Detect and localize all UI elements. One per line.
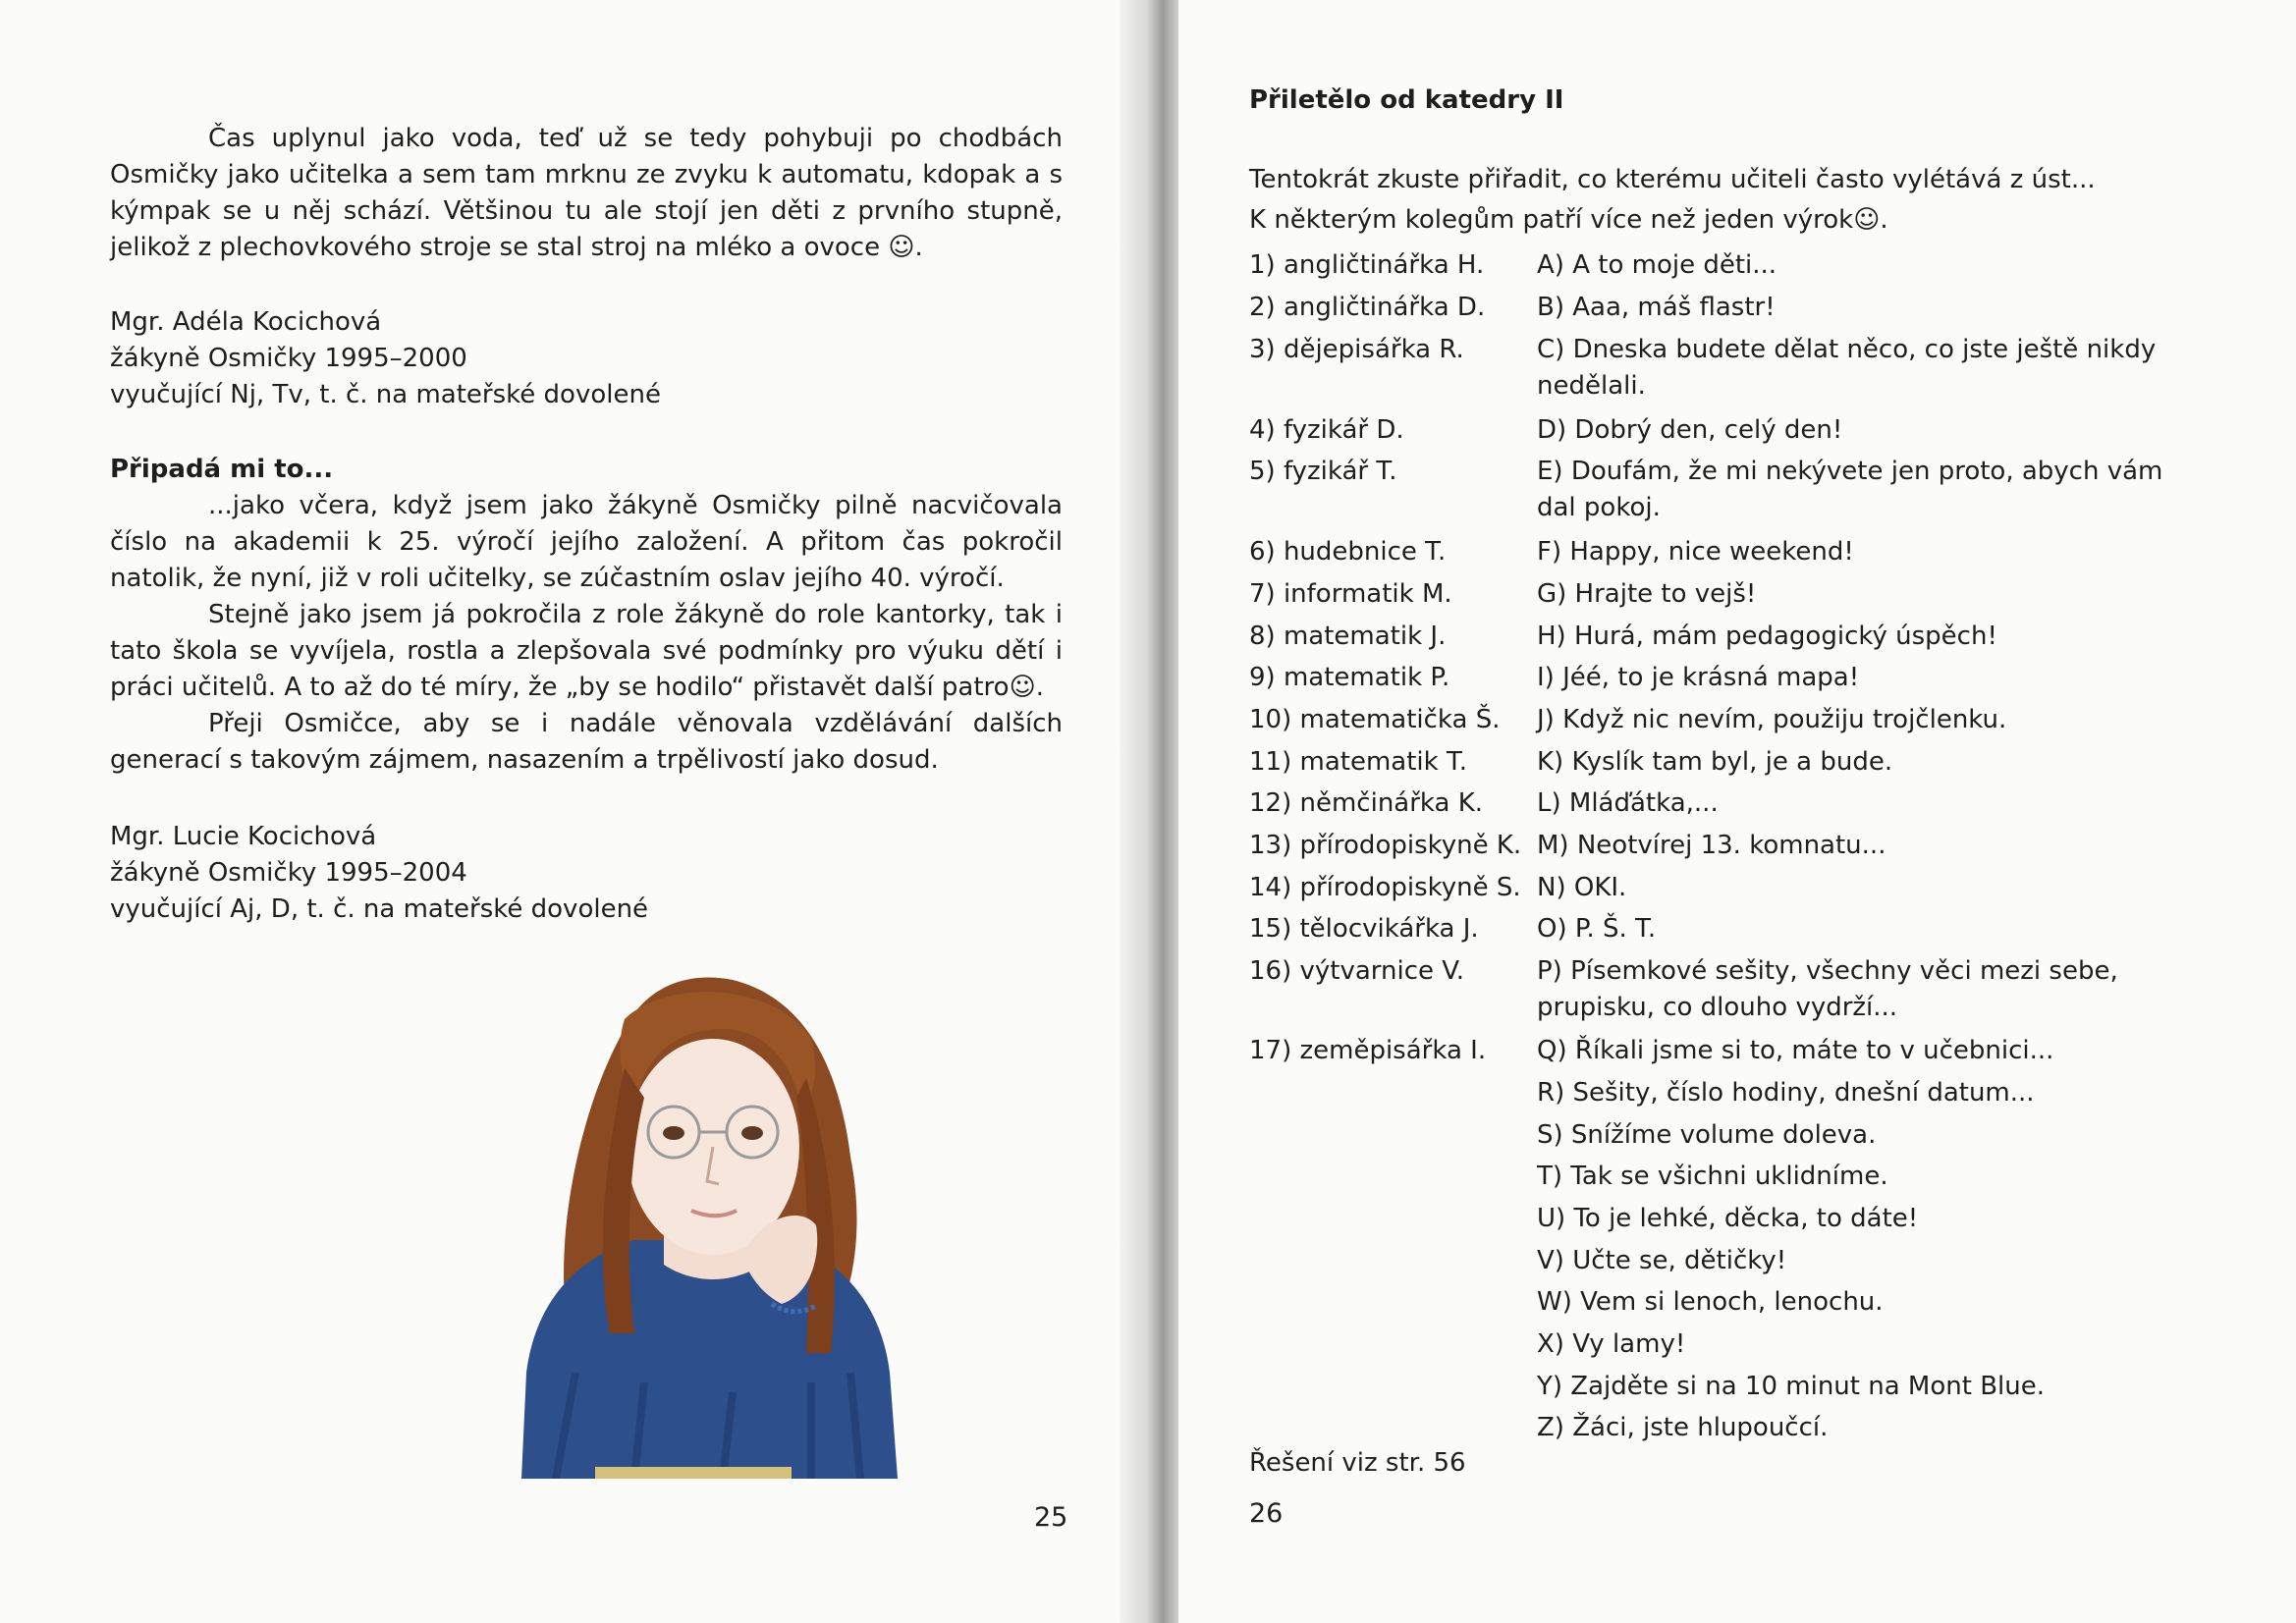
teacher-item: 7) informatik M. [1249, 579, 1452, 609]
quote-item: J) Když nic nevím, použiju trojčlenku. [1537, 705, 2007, 734]
quote-item: D) Dobrý den, celý den! [1537, 415, 1843, 445]
portrait-illustration [517, 960, 905, 1479]
teacher-item: 17) zeměpisářka I. [1249, 1036, 1487, 1065]
teacher-item: 5) fyzikář T. [1249, 457, 1397, 486]
signature-position: vyučující Nj, Tv, t. č. na mateřské dovolené [110, 380, 661, 409]
solution-note: Řešení viz str. 56 [1249, 1448, 1466, 1478]
teacher-item: 6) hudebnice T. [1249, 537, 1447, 567]
quote-item: Y) Zajděte si na 10 minut na Mont Blue. [1537, 1372, 2045, 1401]
teacher-item: 2) angličtinářka D. [1249, 293, 1486, 322]
teacher-item: 4) fyzikář D. [1249, 415, 1404, 445]
teacher-item: 3) dějepisářka R. [1249, 335, 1464, 364]
teacher-item: 15) tělocvikářka J. [1249, 914, 1479, 944]
quote-item: F) Happy, nice weekend! [1537, 537, 1854, 567]
body-paragraph: Stejně jako jsem já pokročila z role žákyně do role kantorky, tak i tato škola se vyvíjela, rostla a zlepšovala své podmínky pro výuku dětí i práci učitelů. A to až do té míry, že „by se hodilo“ přistavět další patro☺. [110, 600, 1063, 702]
section-heading: Připadá mi to... [110, 455, 334, 484]
quote-item: L) Mláďátka,... [1537, 788, 1719, 818]
quote-item: E) Doufám, že mi nekývete jen proto, abych vám dal pokoj. [1537, 457, 2163, 522]
quote-item: M) Neotvírej 13. komnatu... [1537, 831, 1886, 860]
quote-item: R) Sešity, číslo hodiny, dnešní datum... [1537, 1078, 2035, 1108]
quote-item: U) To je lehké, děcka, to dáte! [1537, 1204, 1919, 1233]
body-paragraph: Přeji Osmičce, aby se i nadále věnovala vzdělávání dalších generací s takovým zájmem, nasazením a trpělivostí jako dosud. [110, 709, 1063, 775]
teacher-item: 11) matematik T. [1249, 747, 1468, 777]
teacher-item: 10) matematička Š. [1249, 705, 1501, 734]
quote-item: N) OKI. [1537, 873, 1627, 902]
quote-item: P) Písemkové sešity, všechny věci mezi sebe, prupisku, co dlouho vydrží... [1537, 956, 2118, 1022]
teacher-item: 16) výtvarnice V. [1249, 956, 1464, 986]
signature-position: vyučující Aj, D, t. č. na mateřské dovolené [110, 894, 649, 924]
teacher-item: 14) přírodopiskyně S. [1249, 873, 1521, 902]
teacher-item: 13) přírodopiskyně K. [1249, 831, 1522, 860]
page-number: 25 [1034, 1502, 1068, 1533]
quote-item: G) Hrajte to vejš! [1537, 579, 1757, 609]
quote-item: O) P. Š. T. [1537, 914, 1657, 944]
teacher-item: 1) angličtinářka H. [1249, 250, 1485, 280]
signature-role: žákyně Osmičky 1995–2000 [110, 344, 467, 373]
quote-item: Z) Žáci, jste hlupoučcí. [1537, 1413, 1829, 1442]
quote-item: X) Vy lamy! [1537, 1329, 1686, 1359]
page-title: Přiletělo od katedry II [1249, 85, 1564, 115]
quote-item: H) Hurá, mám pedagogický úspěch! [1537, 622, 1997, 651]
page-number: 26 [1249, 1498, 1284, 1529]
signature-name: Mgr. Lucie Kocichová [110, 822, 377, 851]
quote-item: K) Kyslík tam byl, je a bude. [1537, 747, 1893, 777]
quote-item: T) Tak se všichni uklidníme. [1537, 1162, 1888, 1191]
intro-paragraph: Čas uplynul jako voda, teď už se tedy pohybuji po chodbách Osmičky jako učitelka a sem tam mrknu ze zvyku k automatu, kdopak a s kýmpak se u něj schází. Většinou tu ale stojí jen děti z prvního stupně, jelikož z plechovkového stroje se stal stroj na mléko a ovoce ☺. [110, 124, 1063, 262]
quote-item: C) Dneska budete dělat něco, co jste ještě nikdy nedělali. [1537, 335, 2157, 401]
quote-item: W) Vem si lenoch, lenochu. [1537, 1287, 1884, 1317]
body-paragraph: ...jako včera, když jsem jako žákyně Osmičky pilně nacvičovala číslo na akademii k 25. výročí jejího založení. A přitom čas pokročil natolik, že nyní, již v roli učitelky, se zúčastním oslav jejího 40. výročí. [110, 491, 1063, 593]
quote-item: B) Aaa, máš flastr! [1537, 293, 1776, 322]
quote-item: A) A to moje děti... [1537, 250, 1777, 280]
quote-item: S) Snížíme volume doleva. [1537, 1120, 1877, 1150]
signature-name: Mgr. Adéla Kocichová [110, 307, 382, 337]
instruction-text: K některým kolegům patří více než jeden výrok☺. [1249, 205, 1888, 235]
quote-item: Q) Říkali jsme si to, máte to v učebnici... [1537, 1036, 2054, 1065]
teacher-item: 9) matematik P. [1249, 663, 1450, 692]
quote-item: I) Jéé, to je krásná mapa! [1537, 663, 1860, 692]
teacher-item: 8) matematik J. [1249, 622, 1447, 651]
teacher-item: 12) němčinářka K. [1249, 788, 1484, 818]
quote-item: V) Učte se, dětičky! [1537, 1246, 1787, 1275]
signature-role: žákyně Osmičky 1995–2004 [110, 858, 467, 888]
instruction-text: Tentokrát zkuste přiřadit, co kterému učiteli často vylétává z úst... [1249, 165, 2096, 194]
